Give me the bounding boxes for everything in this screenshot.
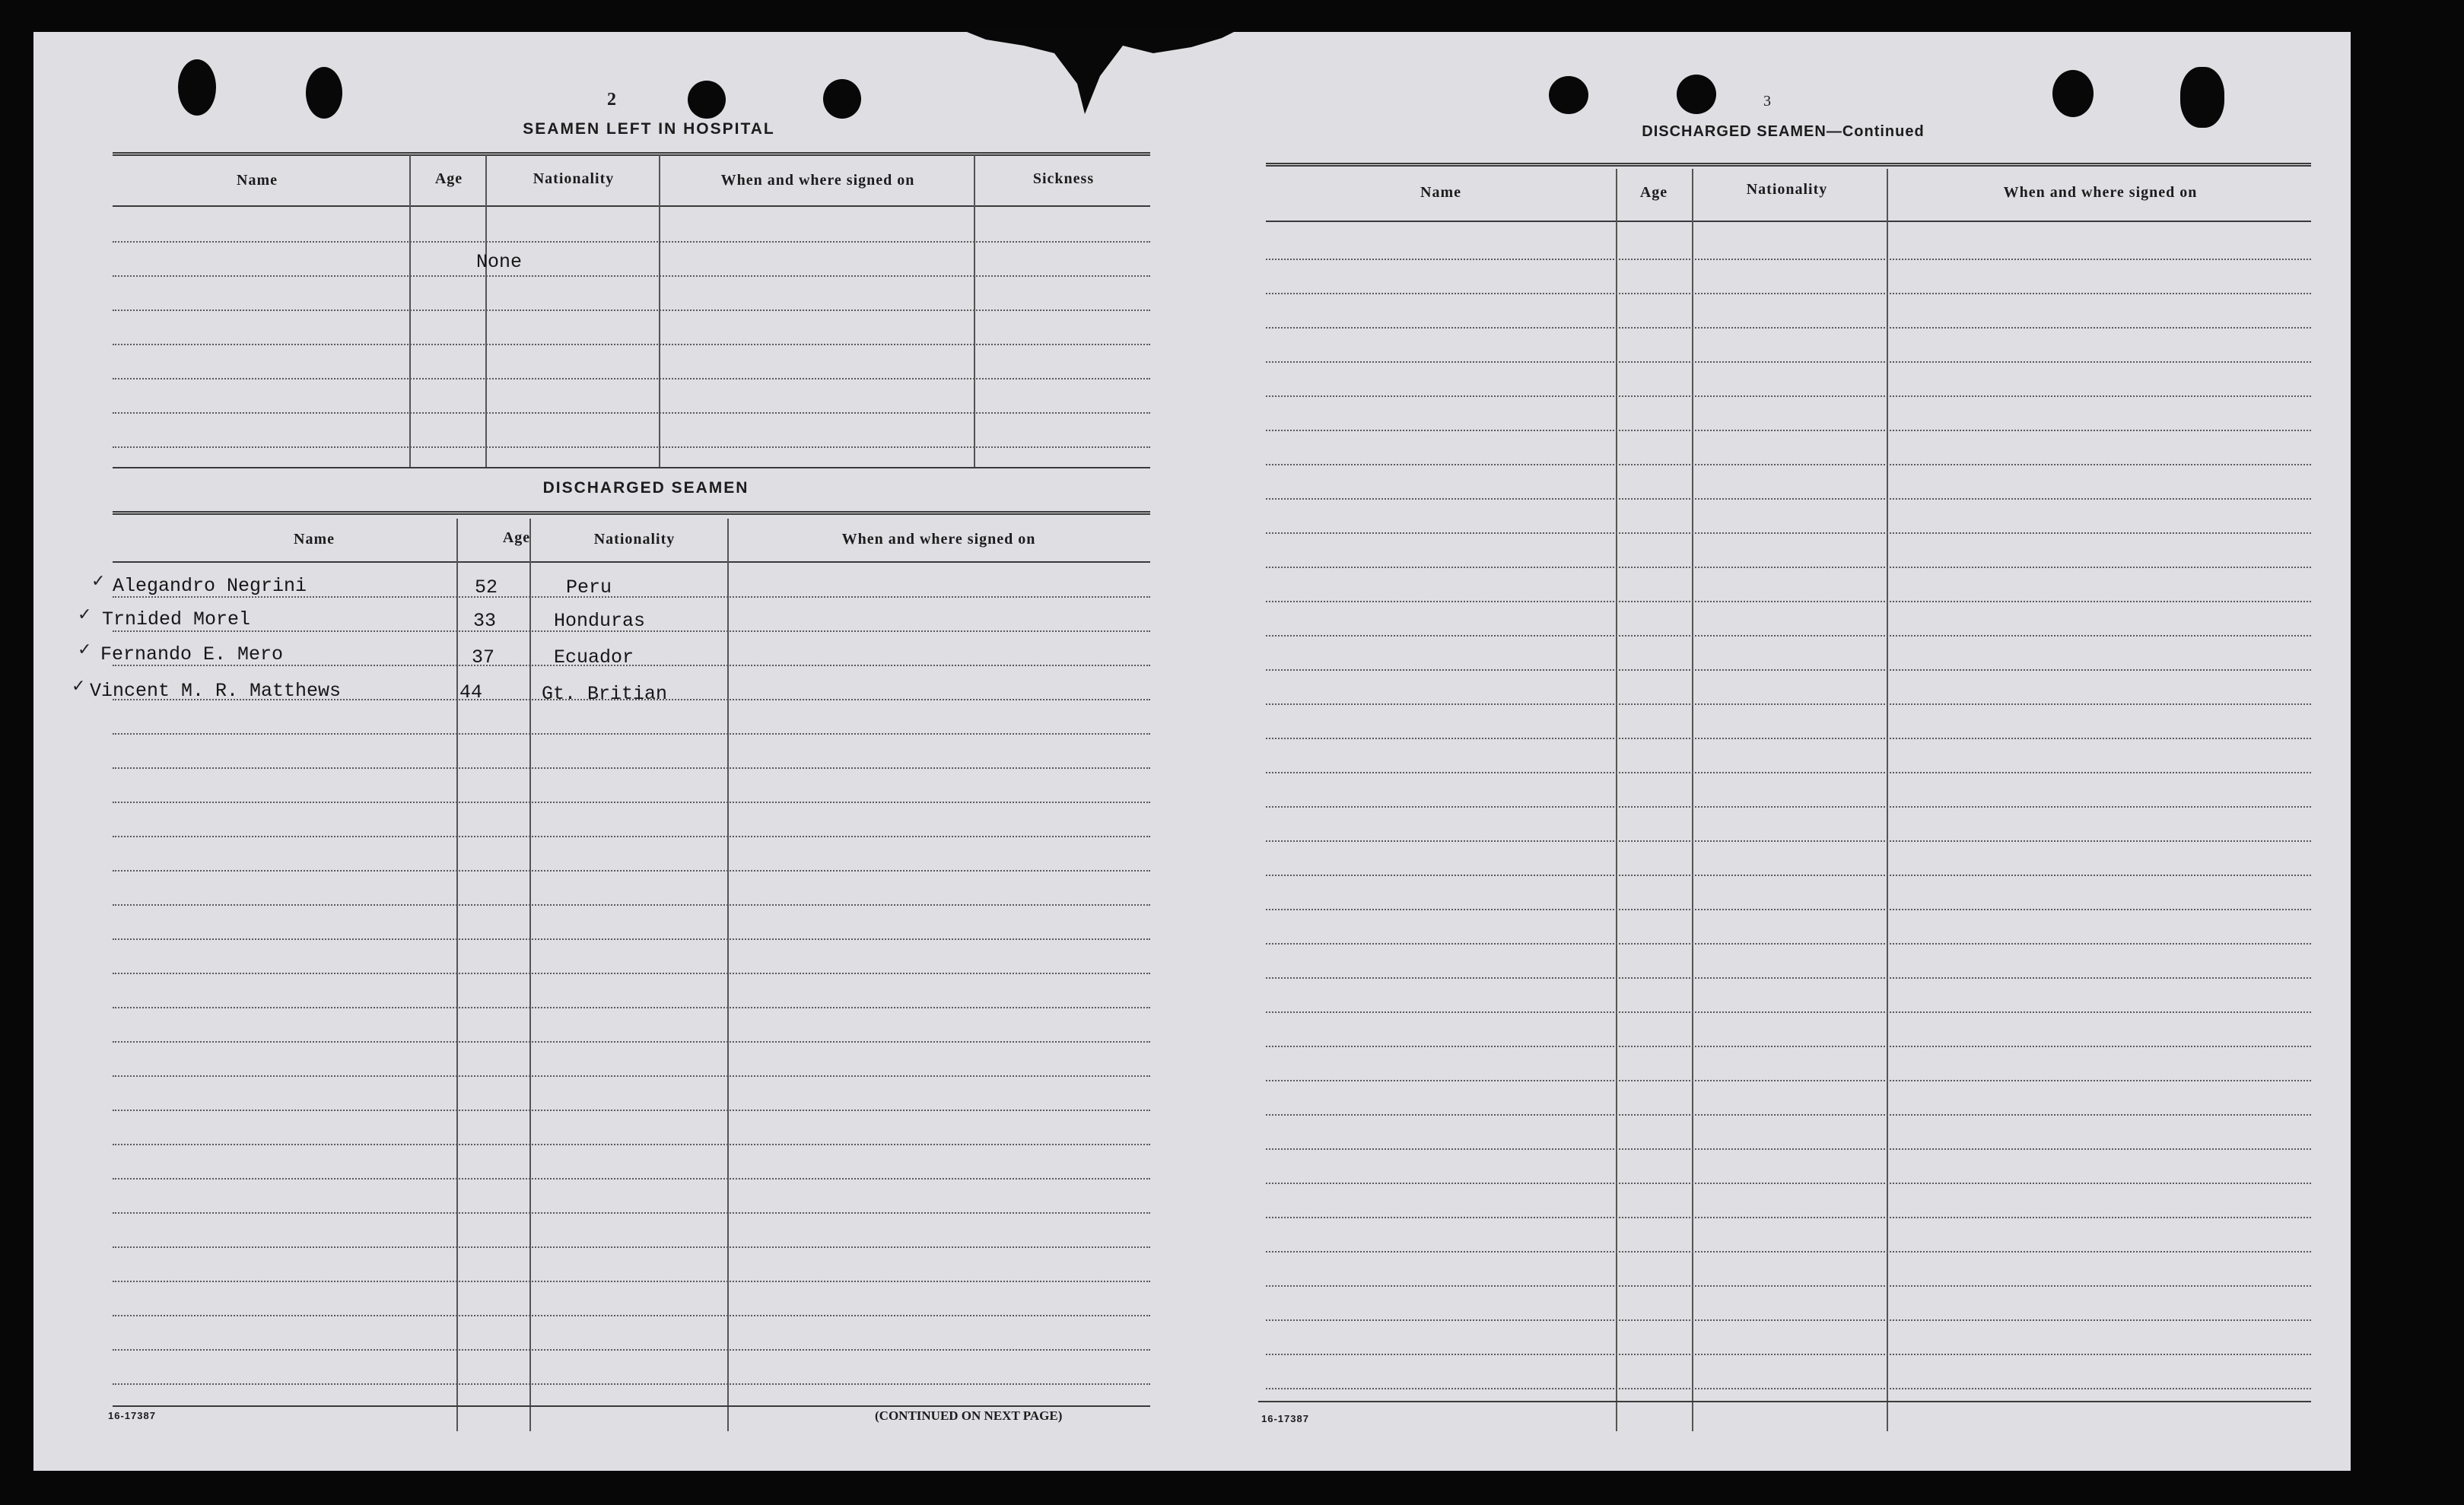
table-row-line [113,836,1150,837]
punch-hole [1549,76,1588,114]
table-row-line [1266,1114,2311,1116]
table-row-line [113,1144,1150,1145]
right-col-divider [1616,169,1617,1431]
right-table-top-rule [1266,163,2311,167]
table-row-line [1266,1046,2311,1047]
table-row-line [1266,1011,2311,1013]
table-row-line [113,938,1150,940]
table-row-line [1266,361,2311,363]
table-row-line [113,767,1150,769]
check-mark: ✓ [78,605,92,624]
hospital-header-age: Age [434,170,463,187]
table-row-line [113,733,1150,735]
continued-note: (CONTINUED ON NEXT PAGE) [875,1408,1063,1423]
seaman-name: Alegandro Negrini [113,575,307,597]
table-row-line [113,1349,1150,1351]
table-row-line [113,1041,1150,1043]
seaman-name: Vincent M. R. Matthews [90,680,342,702]
table-row-line [1266,327,2311,329]
seaman-nationality: Gt. Britian [542,683,668,705]
page-number-right: 3 [1763,93,1771,110]
hospital-row-line [113,412,1150,414]
right-col-divider [1887,169,1888,1431]
seaman-nationality: Peru [566,576,612,599]
hospital-header-sickness: Sickness [1032,170,1095,187]
table-row-line [1266,909,2311,910]
table-row-line [1266,1285,2311,1287]
table-row-line [1266,259,2311,260]
table-row-line [1266,395,2311,397]
page-number-left: 2 [607,90,616,110]
hospital-col-divider [485,155,487,467]
table-row-line [113,802,1150,803]
hospital-row-line [113,378,1150,379]
seaman-name: Fernando E. Mero [100,643,284,665]
table-row-line [1266,1217,2311,1218]
table-row-line [1266,1319,2311,1321]
table-row-line [1266,943,2311,945]
discharged-continued-title: DISCHARGED SEAMEN—Continued [1642,123,1925,140]
table-row-line [1266,567,2311,568]
seaman-age: 33 [473,610,497,632]
punch-hole [306,67,342,119]
table-row-line [1266,772,2311,773]
punch-hole [178,59,216,116]
table-row-line [113,870,1150,872]
table-row-line [1266,635,2311,637]
table-row-line [1266,840,2311,842]
table-row-line [1266,703,2311,705]
table-row-line [113,1178,1150,1180]
discharged-col-divider [727,519,729,1431]
table-row-line [113,1315,1150,1316]
table-row-line [1266,738,2311,739]
check-mark: ✓ [78,640,92,659]
table-row-line [1266,875,2311,876]
seaman-name: Trnided Morel [102,608,251,630]
table-row-line [1266,601,2311,602]
discharged-header-signed-on: When and where signed on [841,531,1036,548]
hospital-col-divider [974,155,975,467]
hospital-row-line [113,446,1150,448]
right-header-signed-on: When and where signed on [2003,184,2198,201]
table-row-line [1266,806,2311,808]
right-header-nationality: Nationality [1746,181,1828,198]
hospital-row-line [113,344,1150,345]
table-row-line [1266,1251,2311,1253]
punch-hole [823,79,861,119]
table-row-line [113,1110,1150,1111]
table-row-line [113,1281,1150,1282]
right-col-divider [1692,169,1693,1431]
hospital-header-signed-on: When and where signed on [720,172,915,189]
right-header-rule [1266,221,2311,222]
seaman-age: 44 [459,681,483,703]
right-header-age: Age [1639,184,1668,201]
form-number-left: 16-17387 [108,1410,156,1421]
discharged-header-name: Name [294,531,335,548]
punch-hole [2052,70,2094,117]
table-row-line [1266,669,2311,671]
table-row-line [1266,1080,2311,1081]
hospital-col-divider [659,155,660,467]
table-row-line [1266,532,2311,534]
hospital-header-nationality: Nationality [533,170,615,187]
punch-hole [2180,67,2224,128]
right-bottom-rule [1258,1401,2311,1402]
table-row-line [113,1246,1150,1248]
table-row-line [113,1212,1150,1214]
seaman-age: 37 [472,646,495,668]
seaman-nationality: Ecuador [554,646,634,668]
table-row-line [1266,464,2311,465]
discharged-header-age: Age [502,529,531,546]
form-number-right: 16-17387 [1261,1413,1309,1424]
hospital-entry-none: None [476,251,523,273]
check-mark: ✓ [91,572,106,591]
seaman-nationality: Honduras [554,610,646,632]
left-bottom-rule [113,1405,1150,1407]
table-row-line [113,1007,1150,1008]
table-row-line [1266,977,2311,979]
punch-hole [688,81,726,119]
discharged-col-divider [529,519,531,1431]
punch-hole [1677,75,1716,114]
check-mark: ✓ [72,677,86,696]
hospital-header-rule [113,205,1150,207]
discharged-header-nationality: Nationality [593,531,676,548]
table-row-line [113,973,1150,974]
table-row-line [1266,1354,2311,1355]
table-row-line [113,1383,1150,1385]
hospital-row-line [113,241,1150,243]
table-row-line [1266,498,2311,500]
hospital-section-title: SEAMEN LEFT IN HOSPITAL [523,120,775,138]
hospital-col-divider [409,155,411,467]
table-row-line [1266,293,2311,294]
torn-edge [963,30,1237,122]
table-row-line [1266,1183,2311,1184]
hospital-table-top-rule [113,152,1150,156]
document-sheet [33,32,2351,1471]
hospital-table-bottom-rule [113,467,1150,468]
table-row-line [1266,1148,2311,1150]
discharged-col-divider [456,519,458,1431]
table-row-line [113,1075,1150,1077]
table-row-line [1266,430,2311,431]
table-row-line [1266,1388,2311,1389]
hospital-row-line [113,310,1150,311]
table-row-line [113,904,1150,906]
seaman-age: 52 [475,576,498,599]
right-header-name: Name [1420,184,1461,201]
discharged-table-top-rule [113,511,1150,515]
discharged-section-title: DISCHARGED SEAMEN [542,479,749,497]
discharged-header-rule [113,561,1150,563]
hospital-row-line [113,275,1150,277]
hospital-header-name: Name [237,172,278,189]
